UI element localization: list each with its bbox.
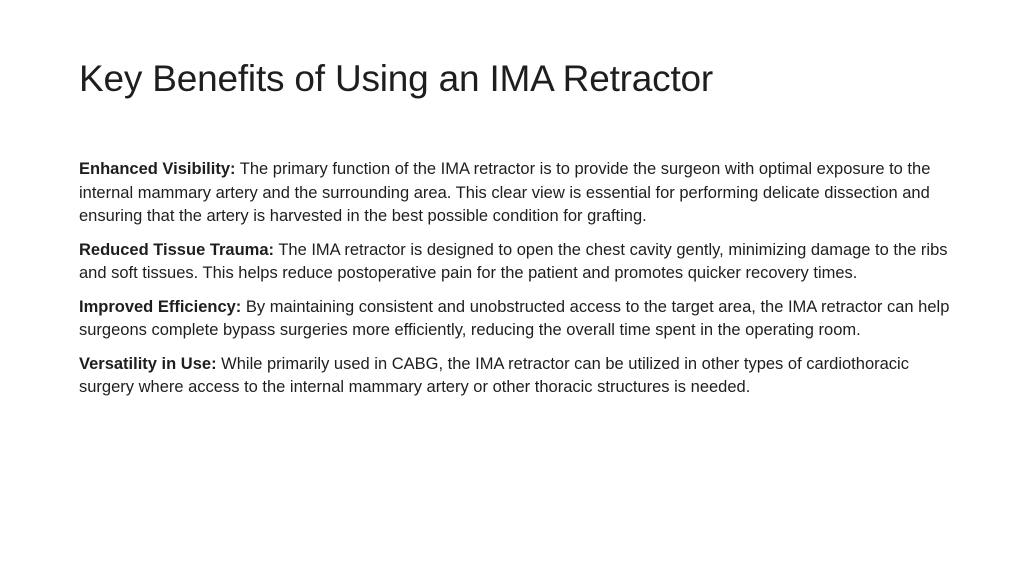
benefit-description: By maintaining consistent and unobstructed access to the target area, the IMA retractor can help surgeons complete bypass surgeries more efficiently, reducing the overall time spent in the operating room. [79, 297, 950, 339]
benefit-enhanced-visibility [79, 158, 954, 229]
benefit-term: Improved Efficiency: [79, 297, 242, 316]
benefit-reduced-tissue-trauma [79, 239, 954, 286]
benefit-description: While primarily used in CABG, the IMA retractor can be utilized in other types of cardiothoracic surgery where access to the internal mammary artery or other thoracic structures is needed. [79, 354, 909, 396]
slide-title: Key Benefits of Using an IMA Retractor [79, 58, 714, 99]
benefit-term: Versatility in Use: [79, 354, 217, 373]
benefit-improved-efficiency [79, 296, 954, 343]
benefit-term: Reduced Tissue Trauma: [79, 240, 275, 259]
benefit-versatility-in-use [79, 353, 954, 400]
benefit-description: The IMA retractor is designed to open the chest cavity gently, minimizing damage to the ribs and soft tissues. This helps reduce postoperative pain for the patient and promotes quicker recovery times. [79, 240, 948, 282]
benefit-description: The primary function of the IMA retractor is to provide the surgeon with optimal exposure to the internal mammary artery and the surrounding area. This clear view is essential for performing delicate dissection and ensuring that the artery is harvested in the best possible condition for grafting. [79, 160, 931, 225]
benefit-term: Enhanced Visibility: [79, 160, 236, 178]
benefits-list [79, 158, 954, 410]
